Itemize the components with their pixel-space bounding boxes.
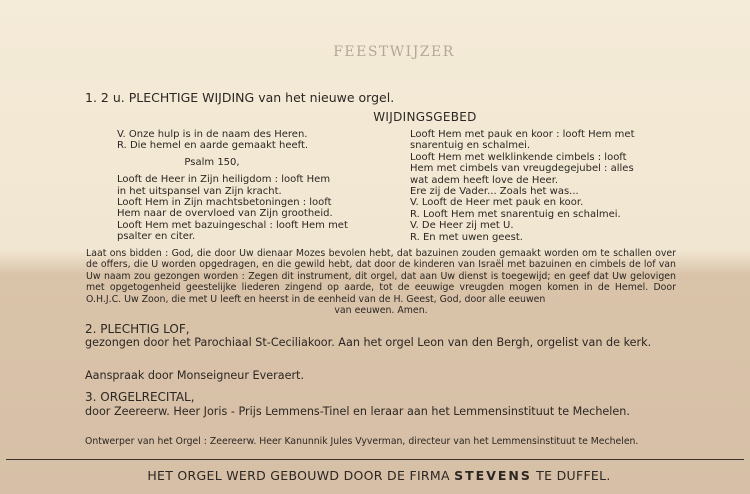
- psalm-line: Hem met cimbels van vreugdegejubel : alles: [410, 163, 634, 175]
- organ-designer-note: Ontwerper van het Orgel : Zeereerw. Heer Kanunnik Jules Vyverman, directeur van het Lemmensinstituut te Mechelen.: [85, 436, 639, 447]
- closing-prayer: [86, 248, 676, 316]
- prayer-heading: WIJDINGSGEBED: [373, 110, 477, 124]
- psalm-line: Hem naar de overvloed van Zijn grootheid.: [117, 208, 333, 220]
- divider: [6, 459, 744, 460]
- versicle-line: V. De Heer zij met U.: [410, 220, 514, 232]
- psalm-line: Looft Hem met pauk en koor : looft Hem met: [410, 129, 635, 140]
- psalm-line: Looft Hem in Zijn machtsbetoningen : looft: [117, 197, 332, 209]
- item-3-body: door Zeereerw. Heer Joris - Prijs Lemmens-Tinel en leraar aan het Lemmensinstituut te Mechelen.: [85, 405, 630, 418]
- response-line: R. Looft Hem met snarentuig en schalmei.: [410, 208, 621, 220]
- versicle-line: V. Looft de Heer met pauk en koor.: [410, 197, 584, 209]
- psalm-line: Looft Hem met bazuingeschal : looft Hem met: [117, 219, 348, 231]
- item-3-heading: 3. ORGELRECITAL,: [85, 390, 195, 404]
- response-line: R. Die hemel en aarde gemaakt heeft.: [117, 140, 309, 152]
- prayer-right-column: [410, 129, 655, 243]
- closing-prayer-text: Laat ons bidden : God, die door Uw dienaar Mozes bevolen hebt, dat bazuinen zouden gemaakt worden om te schallen over de offers, die U worden opgedragen, en die gewild hebt, dat door de kinderen van Israël met bazuinen en cimbels de lof van Uw naam zou gezongen worden : Zegen dit instrument, dit orgel, dat aan Uw dienst is toegewijd; en geef dat Uw gelovigen met opgetogenheid geestelijke liederen zingend op aarde, tot de eeuwige vreugden mogen komen in de Hemel. Door O.H.J.C. Uw Zoon, die met U leeft en heerst in de eenheid van de H. Geest, God, door alle eeuwen: [86, 248, 676, 305]
- closing-amen: van eeuwen. Amen.: [334, 305, 428, 317]
- item-1-rest: van het nieuwe orgel.: [258, 90, 395, 105]
- item-2-address: Aanspraak door Monseigneur Everaert.: [85, 369, 305, 382]
- psalm-heading: Psalm 150,: [184, 156, 240, 168]
- page-title: FEESTWIJZER: [333, 44, 455, 60]
- versicle-line: V. Onze hulp is in de naam des Heren.: [117, 129, 308, 140]
- prayer-left-column: [117, 129, 357, 243]
- psalm-line: Looft Hem met welklinkende cimbels : looft: [410, 151, 627, 163]
- item-2-heading: 2. PLECHTIG LOF,: [85, 322, 190, 336]
- item-1-title: PLECHTIGE WIJDING: [128, 90, 255, 105]
- response-line: R. En met uwen geest.: [410, 231, 523, 243]
- psalm-line: snarentuig en schalmei.: [410, 140, 531, 152]
- footer-text-after: TE DUFFEL.: [536, 468, 611, 483]
- psalm-line: in het uitspansel van Zijn kracht.: [117, 185, 282, 197]
- psalm-line: wat adem heeft love de Heer.: [410, 174, 559, 186]
- item-2-body: gezongen door het Parochiaal St-Ceciliakoor. Aan het orgel Leon van den Bergh, orgelist van de kerk.: [85, 336, 652, 349]
- footer-credit: [0, 468, 750, 483]
- psalm-line: psalter en citer.: [117, 231, 196, 243]
- item-1-number: 1. 2 u.: [85, 90, 125, 105]
- doxology-line: Ere zij de Vader... Zoals het was...: [410, 186, 579, 198]
- footer-text-before: HET ORGEL WERD GEBOUWD DOOR DE FIRMA: [147, 468, 450, 483]
- footer-firm-name: STEVENS: [454, 468, 532, 483]
- item-1-heading: [85, 90, 394, 105]
- psalm-line: Looft de Heer in Zijn heiligdom : looft Hem: [117, 174, 331, 186]
